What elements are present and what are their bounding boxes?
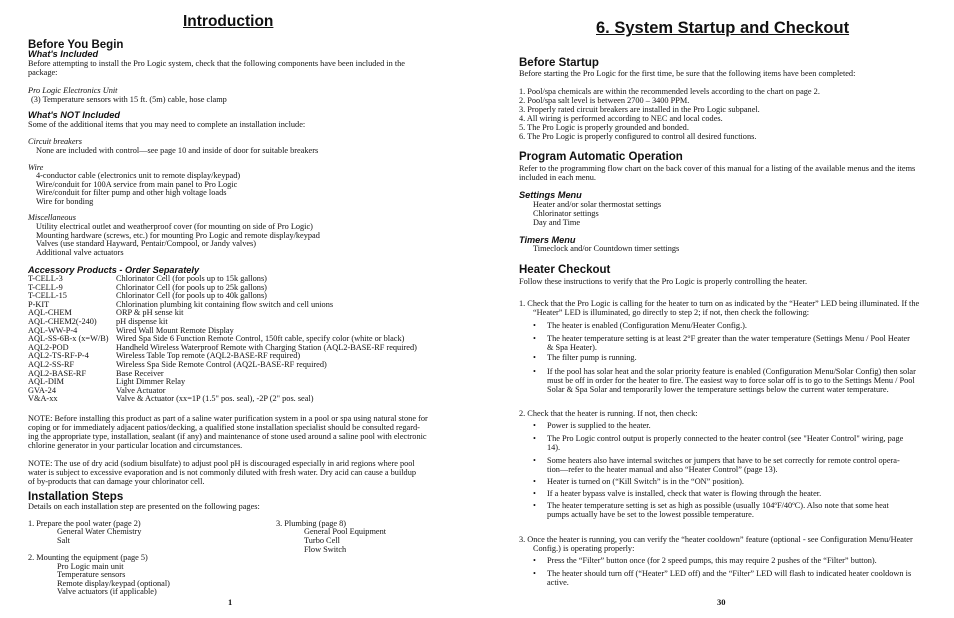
note-line: NOTE: Before installing this product as part of a saline water purification system in a pool or spa using natural stone for bbox=[28, 414, 428, 423]
installation-step-2: 2. Mounting the equipment (page 5) bbox=[28, 553, 148, 562]
wire-item: 4-conductor cable (electronics unit to remote display/keypad) bbox=[36, 171, 241, 180]
heater-check-item: If the pool has solar heat and the solar priority feature is enabled (Configuration Menu/Solar Config) then solar bbox=[547, 367, 916, 376]
cooldown-item: Press the “Filter” button once (for 2 speed pumps, this may require 2 pushes of the “Filter” button). bbox=[547, 556, 877, 565]
wire-item: Wire/conduit for filter pump and other high voltage loads bbox=[36, 188, 227, 197]
installation-sub-item: Temperature sensors bbox=[57, 570, 126, 579]
heater-check-item: The heater is enabled (Configuration Menu/Heater Config.). bbox=[547, 321, 747, 330]
before-startup-item: 2. Pool/spa salt level is between 2700 – 3400 PPM. bbox=[519, 96, 690, 105]
accessory-desc: ORP & pH sense kit bbox=[116, 308, 184, 318]
whats-included-intro-2: package: bbox=[28, 68, 58, 77]
bullet-glyph: • bbox=[533, 501, 536, 510]
accessory-code: AQL2-SS-RF bbox=[28, 360, 75, 369]
note-line: water is subject to excessive evaporation and is not commonly diluted with fresh water. Dry acid can cause a buildup bbox=[28, 468, 416, 477]
heater-running-item: The Pro Logic control output is properly connected to the heater control (see "Heater Control" wiring, page bbox=[547, 434, 904, 443]
heater-check-item: The filter pump is running. bbox=[547, 353, 637, 362]
wire-item: Wire for bonding bbox=[36, 197, 94, 206]
installation-sub-item: Pro Logic main unit bbox=[57, 562, 124, 571]
accessory-code: T-CELL-15 bbox=[28, 291, 67, 301]
misc-item: Mounting hardware (screws, etc.) for mounting Pro Logic and remote display/keypad bbox=[36, 231, 320, 240]
heater-running-item: tion—refer to the heater manual and also “Heater Control” (page 13). bbox=[547, 465, 778, 474]
accessory-code: AQL-WW-P-4 bbox=[28, 325, 78, 335]
program-operation-heading: Program Automatic Operation bbox=[519, 151, 683, 163]
cooldown-item: active. bbox=[547, 578, 569, 587]
heater-step-3-line: Config.) is operating properly: bbox=[533, 544, 635, 553]
accessory-code: AQL-DIM bbox=[28, 377, 64, 387]
heater-running-item: 14). bbox=[547, 443, 561, 452]
bullet-glyph: • bbox=[533, 477, 536, 486]
bullet-glyph: • bbox=[533, 569, 536, 578]
wire-label: Wire bbox=[28, 163, 44, 172]
accessory-desc: Chlorination plumbing kit containing flow switch and cell unions bbox=[116, 299, 334, 309]
accessory-desc: pH dispense kit bbox=[116, 317, 168, 326]
heater-check-item: The heater temperature setting is at least 2°F greater than the water temperature (Settings Menu / Pool Heater bbox=[547, 334, 910, 343]
program-intro-1: Refer to the programming flow chart on the back cover of this manual for a listing of the available menus and the items bbox=[519, 164, 916, 173]
cooldown-item: The heater should turn off (“Heater” LED off) and the “Filter” LED will flash to indicated heater cooldown is bbox=[547, 569, 912, 578]
accessory-desc: Chlorinator Cell (for pools up to 25k gallons) bbox=[116, 282, 267, 292]
settings-menu-item: Day and Time bbox=[533, 218, 581, 227]
heater-step-3-line: 3. Once the heater is running, you can verify the “heater cooldown” feature (optional - see Configuration Menu/Heater bbox=[519, 535, 913, 544]
heater-check-item: Solar & Spa Solar and temporarily lower the temperature settings below the current water temperature. bbox=[547, 385, 889, 394]
settings-menu-heading: Settings Menu bbox=[519, 190, 582, 200]
pro-logic-unit-label: Pro Logic Electronics Unit bbox=[28, 86, 118, 95]
before-startup-intro: Before starting the Pro Logic for the first time, be sure that the following items have been completed: bbox=[519, 69, 856, 78]
note-line: of by-products that can damage your chlorinator cell. bbox=[28, 477, 205, 486]
bullet-glyph: • bbox=[533, 556, 536, 565]
accessory-desc: Wired Wall Mount Remote Display bbox=[116, 325, 234, 335]
not-included-heading: What's NOT Included bbox=[28, 110, 121, 120]
settings-menu-item: Heater and/or solar thermostat settings bbox=[533, 200, 662, 209]
installation-step-3: 3. Plumbing (page 8) bbox=[276, 519, 347, 528]
misc-item: Utility electrical outlet and weatherproof cover (for mounting on side of Pro Logic) bbox=[36, 222, 313, 231]
bullet-glyph: • bbox=[533, 434, 536, 443]
before-startup-item: 4. All wiring is performed according to NEC and local codes. bbox=[519, 114, 723, 123]
heater-step-2-line: 2. Check that the heater is running. If not, then check: bbox=[519, 409, 698, 418]
page-title-introduction: Introduction bbox=[183, 13, 274, 30]
accessory-code: V&A-xx bbox=[28, 394, 58, 404]
installation-sub-item: General Water Chemistry bbox=[57, 527, 142, 536]
before-startup-heading: Before Startup bbox=[519, 57, 599, 69]
accessory-desc: Wireless Spa Side Remote Control (AQ2L-BASE-RF required) bbox=[116, 360, 327, 369]
misc-item: Valves (use standard Hayward, Pentair/Compool, or Jandy valves) bbox=[36, 239, 257, 248]
misc-label: Miscellaneous bbox=[28, 213, 76, 222]
heater-step-1-line: “Heater” LED is illuminated, go directly to step 2; if not, then check the following: bbox=[533, 308, 810, 317]
accessory-desc: Wireless Table Top remote (AQL2-BASE-RF required) bbox=[116, 351, 301, 361]
installation-sub-item: Turbo Cell bbox=[304, 536, 340, 545]
accessory-code: GVA-24 bbox=[28, 385, 56, 395]
bullet-glyph: • bbox=[533, 421, 536, 430]
accessory-code: T-CELL-9 bbox=[28, 282, 63, 292]
accessory-desc: Base Receiver bbox=[116, 368, 164, 378]
bullet-glyph: • bbox=[533, 456, 536, 465]
page-number-left: 1 bbox=[228, 597, 233, 607]
note-line: coping or for immediately adjacent patios/decking, a qualified stone installation specialist should be consulted regard- bbox=[28, 423, 420, 432]
whats-included-intro-1: Before attempting to install the Pro Logic system, check that the following components have been included in the bbox=[28, 59, 405, 68]
not-included-intro: Some of the additional items that you may need to complete an installation include: bbox=[28, 120, 306, 129]
circuit-breakers-label: Circuit breakers bbox=[28, 137, 82, 146]
accessory-code: AQL-SS-6B-x (x=W/B) bbox=[28, 334, 109, 344]
installation-steps-heading: Installation Steps bbox=[28, 491, 124, 503]
before-startup-item: 3. Properly rated circuit breakers are installed in the Pro Logic subpanel. bbox=[519, 105, 760, 114]
installation-sub-item: Salt bbox=[57, 536, 70, 545]
heater-running-item: Heater is turned on (“Kill Switch” is in the “ON” position). bbox=[547, 477, 745, 486]
installation-intro: Details on each installation step are presented on the following pages: bbox=[28, 502, 260, 511]
accessory-code: AQL2-BASE-RF bbox=[28, 368, 87, 378]
accessory-code: P-KIT bbox=[28, 299, 50, 309]
note-line: NOTE: The use of dry acid (sodium bisulfate) to adjust pool pH is discouraged especially in arid regions where pool bbox=[28, 459, 415, 468]
heater-running-item: pumps actually have be set to the lowest possible temperature. bbox=[547, 510, 754, 519]
timers-menu-item: Timeclock and/or Countdown timer settings bbox=[533, 244, 680, 253]
heater-checkout-heading: Heater Checkout bbox=[519, 264, 611, 276]
before-startup-item: 5. The Pro Logic is properly grounded and bonded. bbox=[519, 123, 689, 132]
note-line: ing the appropriate type, installation, sealant (if any) and maintenance of stone used around a saline pool with electronic bbox=[28, 432, 427, 441]
accessories-table bbox=[0, 274, 470, 409]
before-startup-item: 1. Pool/spa chemicals are within the recommended levels according to the chart on page 2. bbox=[519, 87, 820, 96]
heater-running-item: Power is supplied to the heater. bbox=[547, 421, 651, 430]
program-intro-2: included in each menu. bbox=[519, 173, 596, 182]
accessory-desc: Wired Spa Side 6 Function Remote Control, 150ft cable, specify color (white or black) bbox=[116, 334, 405, 344]
before-you-begin-heading: Before You Begin bbox=[28, 39, 124, 51]
heater-intro: Follow these instructions to verify that the Pro Logic is properly controlling the heater. bbox=[519, 277, 808, 286]
bullet-glyph: • bbox=[533, 334, 536, 343]
installation-sub-item: Remote display/keypad (optional) bbox=[57, 579, 170, 588]
accessory-desc: Valve & Actuator (xx=1P (1.5" pos. seal), -2P (2" pos. seal) bbox=[116, 394, 314, 404]
bullet-glyph: • bbox=[533, 353, 536, 362]
accessory-desc: Chlorinator Cell (for pools up to 40k gallons) bbox=[116, 291, 267, 301]
heater-step-1-line: 1. Check that the Pro Logic is calling for the heater to turn on as indicated by the “Heater” LED being illuminated. If the bbox=[519, 299, 920, 308]
installation-sub-item: Valve actuators (if applicable) bbox=[57, 587, 157, 596]
bullet-glyph: • bbox=[533, 321, 536, 330]
heater-running-item: Some heaters also have internal switches or jumpers that have to be set correctly for remote control opera- bbox=[547, 456, 900, 465]
accessory-desc: Chlorinator Cell (for pools up to 15k gallons) bbox=[116, 274, 267, 283]
note-line: chlorine generator in your particular location and circumstances. bbox=[28, 441, 243, 450]
installation-sub-item: Flow Switch bbox=[304, 545, 347, 554]
misc-item: Additional valve actuators bbox=[36, 248, 124, 257]
whats-included-heading: What's Included bbox=[28, 49, 99, 59]
settings-menu-item: Chlorinator settings bbox=[533, 209, 599, 218]
heater-running-item: The heater temperature setting is set as high as possible (usually 104ºF/40ºC). Also note that some heat bbox=[547, 501, 889, 510]
accessory-desc: Handheld Wireless Waterproof Remote with Charging Station (AQL2-BASE-RF required) bbox=[116, 342, 417, 352]
accessory-desc: Light Dimmer Relay bbox=[116, 377, 186, 387]
page-title-startup: 6. System Startup and Checkout bbox=[596, 19, 850, 37]
bullet-glyph: • bbox=[533, 367, 536, 376]
accessory-desc: Valve Actuator bbox=[116, 385, 166, 395]
page-number-right: 30 bbox=[717, 597, 726, 607]
bullet-glyph: • bbox=[533, 489, 536, 498]
accessory-code: AQL2-POD bbox=[28, 342, 69, 352]
accessory-code: AQL2-TS-RF-P-4 bbox=[28, 351, 89, 361]
before-startup-item: 6. The Pro Logic is properly configured to control all desired functions. bbox=[519, 132, 757, 141]
circuit-breakers-item: None are included with control—see page 10 and inside of door for suitable breakers bbox=[36, 146, 319, 155]
installation-sub-item: General Pool Equipment bbox=[304, 527, 387, 536]
wire-item: Wire/conduit for 100A service from main panel to Pro Logic bbox=[36, 180, 238, 189]
installation-step-1: 1. Prepare the pool water (page 2) bbox=[28, 519, 141, 528]
heater-running-item: If a heater bypass valve is installed, check that water is flowing through the heater. bbox=[547, 489, 822, 498]
accessory-code: AQL-CHEM bbox=[28, 308, 72, 318]
heater-check-item: & Spa Heater). bbox=[547, 343, 597, 352]
pro-logic-unit-item: (3) Temperature sensors with 15 ft. (5m) cable, hose clamp bbox=[31, 95, 227, 104]
accessory-code: AQL-CHEM2(-240) bbox=[28, 317, 97, 326]
accessories-heading: Accessory Products - Order Separately bbox=[28, 265, 200, 275]
accessory-code: T-CELL-3 bbox=[28, 274, 63, 283]
heater-check-item: must be off in order for the heater to fire. The easiest way to force solar off is to go to the Settings Menu / Pool bbox=[547, 376, 915, 385]
timers-menu-heading: Timers Menu bbox=[519, 235, 576, 245]
